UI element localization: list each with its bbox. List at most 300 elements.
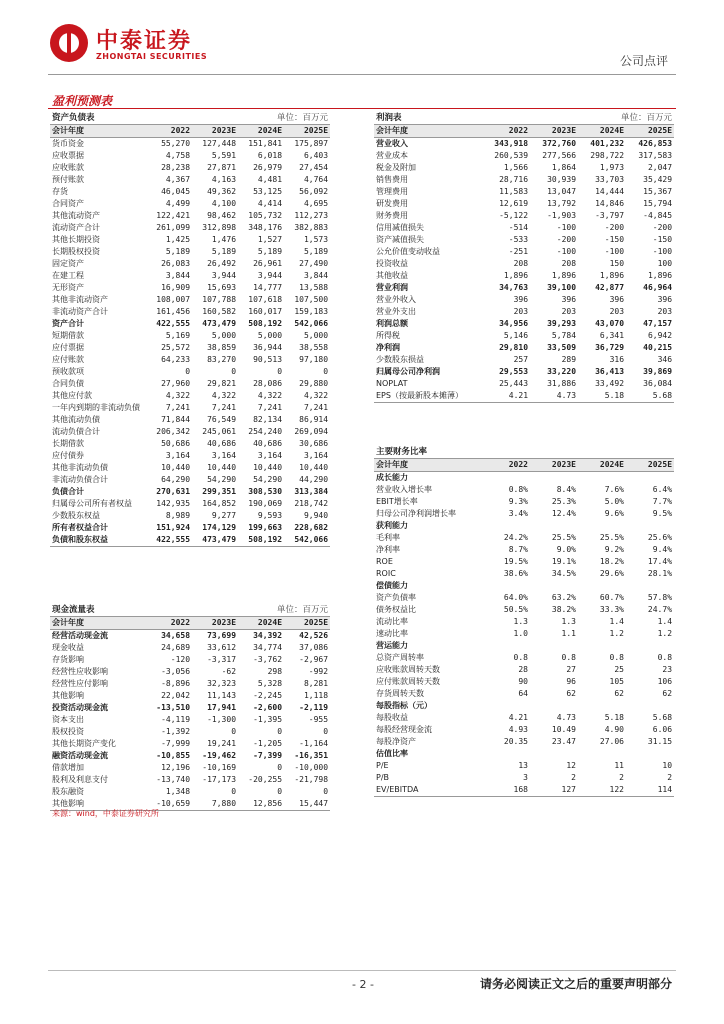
cell-value: 42,877 [595,283,625,292]
table-row [374,748,674,760]
cell-value: 8,281 [303,679,329,688]
cell-value: 2 [667,773,673,782]
row-label: ROE [376,557,393,566]
row-label: 股利及利息支付 [52,775,108,784]
cell-value: 261,099 [156,223,191,232]
row-label: 无形资产 [52,283,84,292]
cell-value: 29,821 [207,379,237,388]
table-row [50,786,330,798]
cell-value: 30,939 [547,175,577,184]
cell-value: 36,084 [643,379,673,388]
row-label: 经营活动现金流 [52,631,108,640]
table-row [50,378,330,390]
cell-value: -7,399 [253,751,283,760]
table-row [374,306,674,318]
document-type: 公司点评 [619,54,668,68]
cell-value: 53,125 [253,187,283,196]
table-row [50,534,330,547]
row-label: 成长能力 [376,473,408,482]
table-row [374,234,674,246]
cell-value: 174,129 [202,523,237,532]
cell-value: 50.5% [503,605,528,614]
table-title: 资产负债表 [50,112,192,125]
cell-value: -1,164 [299,739,329,748]
row-label: 所得税 [376,331,400,340]
cell-value: 4.21 [508,713,528,722]
cell-value: 1,973 [599,163,625,172]
cell-value: -514 [508,223,529,232]
row-label: 合同资产 [52,199,84,208]
row-label: 少数股东损益 [376,355,424,364]
cell-value: 5,328 [257,679,283,688]
cell-value: 9,593 [257,511,283,520]
cell-value: 64,233 [161,355,191,364]
cell-value: 3,944 [211,271,237,280]
cell-value: -3,056 [161,667,191,676]
cell-value: 27 [566,665,576,674]
cell-value: 4.73 [556,713,576,722]
row-label: 经营性应收影响 [52,667,108,676]
table-row [374,544,674,556]
company-name-en: ZHONGTAI SECURITIES [96,52,208,61]
cell-value: 10,440 [207,463,237,472]
cell-value: 1,896 [551,271,577,280]
row-label: 流动负债合计 [52,427,100,436]
table-row [374,366,674,378]
cell-value: 206,342 [156,427,191,436]
cell-value: 4,322 [257,391,283,400]
cell-value: 298 [267,667,283,676]
row-label: 销售费用 [376,175,408,184]
cell-value: 28,716 [499,175,529,184]
cell-value: 3.4% [508,509,528,518]
table-row [374,616,674,628]
column-header: 2025E [284,125,330,138]
table-row [50,726,330,738]
page-number: - 2 - [352,978,374,991]
table-row [50,294,330,306]
cell-value: 6,018 [257,151,283,160]
cell-value: 96 [566,677,576,686]
table-row [50,702,330,714]
cell-value: 190,069 [248,499,283,508]
row-label: 信用减值损失 [376,223,424,232]
cell-value: 7.6% [604,485,624,494]
cell-value: 28,238 [161,163,191,172]
cell-value: 12,619 [499,199,529,208]
row-label: 每股收益 [376,713,408,722]
cell-value: 25.3% [551,497,576,506]
cell-value: -10,659 [146,798,192,811]
cell-value: 37,086 [299,643,329,652]
cell-value: 4.93 [508,725,528,734]
cell-value: 90 [518,677,528,686]
cell-value: 208 [513,259,529,268]
table-row [50,426,330,438]
cell-value: 168 [482,784,530,797]
cell-value: 10,440 [253,463,283,472]
table-header-row [374,125,674,138]
row-label: 其他非流动负债 [52,463,108,472]
table-row [50,270,330,282]
cell-value: 317,583 [638,151,673,160]
table-row [374,282,674,294]
table-header-row [50,617,330,630]
cell-value: -8,896 [161,679,191,688]
row-label: 一年内到期的非流动负债 [52,403,140,412]
cell-value [626,520,674,532]
cell-value [482,520,530,532]
cell-value: 0.8 [561,653,576,662]
cell-value: 0 [323,367,329,376]
cell-value: 3,844 [165,271,191,280]
cell-value: 142,935 [156,499,191,508]
cell-value: 28.1% [647,569,673,578]
cell-value: 17,941 [207,703,237,712]
cell-value: -3,317 [207,655,237,664]
cell-value: 54,290 [253,475,283,484]
cell-value: 2 [619,773,624,782]
cell-value [530,580,578,592]
cell-value: 9.4% [652,545,673,554]
column-header: 2022 [146,125,192,138]
cell-value: 1.2 [657,629,673,638]
cell-value: 3,944 [257,271,283,280]
cell-value: 33,703 [595,175,625,184]
row-label: 所有者权益合计 [52,523,108,532]
table-row [374,138,674,151]
row-label: 合同负债 [52,379,84,388]
row-label: 负债合计 [52,487,84,496]
table-row [374,592,674,604]
cell-value: 0.8% [508,485,528,494]
cell-value: 175,897 [294,139,329,148]
cell-value: 289 [561,355,577,364]
cell-value: 3,844 [303,271,329,280]
row-label: 股权投资 [52,727,84,736]
row-label: ROIC [376,569,396,578]
table-row [374,712,674,724]
cell-value: 39,100 [547,283,577,292]
cell-value: 47,157 [643,319,673,328]
table-row [50,762,330,774]
cell-value: 5,189 [303,247,329,256]
column-header: 会计年度 [374,459,482,472]
cell-value: 5.18 [578,390,626,403]
column-header: 2024E [238,125,284,138]
cell-value: 35,429 [643,175,673,184]
cell-value: 64,290 [161,475,191,484]
cell-value: 9.5% [652,509,673,518]
cell-value: 36,944 [253,343,283,352]
cell-value: 1,348 [165,787,191,796]
cell-value: 29,810 [499,343,529,352]
cell-value: -150 [652,235,673,244]
row-label: 应付账款周转天数 [376,677,440,686]
cell-value: 542,066 [294,319,329,328]
cell-value: 9.2% [604,545,624,554]
cell-value: 8.7% [508,545,528,554]
row-label: 其他应付款 [52,391,92,400]
cell-value: 98,462 [207,211,237,220]
cell-value: 396 [609,295,625,304]
table-row [374,520,674,532]
cell-value [482,748,530,760]
cell-value: -200 [604,223,625,232]
table-row [374,736,674,748]
table-row [50,234,330,246]
cell-value: 25.5% [599,533,624,542]
cell-value [482,640,530,652]
cell-value: 20.35 [503,737,528,746]
cell-value [626,472,674,485]
cell-value: 62 [566,689,576,698]
cell-value: 203 [609,307,625,316]
cell-value: 33,492 [595,379,625,388]
cell-value: 372,760 [542,139,577,148]
cell-value: 18.2% [599,557,624,566]
cell-value: 1.2 [609,629,624,638]
cell-value: 5,146 [503,331,529,340]
table-row [50,198,330,210]
row-label: 研发费用 [376,199,408,208]
cell-value: 508,192 [238,534,284,547]
cell-value: 14,444 [595,187,625,196]
row-label: 预收款项 [52,367,84,376]
cell-value: 33.3% [599,605,624,614]
row-label: 利润总额 [376,319,408,328]
cell-value [530,640,578,652]
cell-value: 1,527 [257,235,283,244]
table-title: 现金流量表 [50,604,192,617]
cell-value [482,472,530,485]
cell-value: 396 [657,295,673,304]
cell-value: 1.0 [513,629,528,638]
row-label: 股东融资 [52,787,84,796]
table-row [50,642,330,654]
cell-value: 15,447 [284,798,330,811]
cell-value: 1,896 [599,271,625,280]
table-row [374,246,674,258]
cell-value: 39,293 [547,319,577,328]
cell-value: -16,351 [294,751,329,760]
cell-value: 28 [518,665,528,674]
cell-value: 11,583 [499,187,529,196]
row-label: 公允价值变动收益 [376,247,440,256]
row-label: 固定资产 [52,259,84,268]
column-header: 2024E [578,459,626,472]
table-header-row [50,125,330,138]
cell-value: 15,367 [643,187,673,196]
row-label: 应收票据 [52,151,84,160]
cell-value: 97,180 [299,355,329,364]
cell-value: -1,903 [547,211,577,220]
row-label: 营业利润 [376,283,408,292]
cell-value: 3,164 [303,451,329,460]
cell-value: -10,855 [156,751,191,760]
cell-value: 7,880 [192,798,238,811]
row-label: 税金及附加 [376,163,416,172]
cell-value: 343,918 [494,139,529,148]
row-label: 资产减值损失 [376,235,424,244]
cell-value: 7,241 [303,403,329,412]
cell-value: 1,476 [211,235,237,244]
cell-value: 313,384 [294,487,329,496]
cell-value: 1,573 [303,235,329,244]
financial-ratios-table [374,446,674,797]
table-row [374,556,674,568]
cell-value: 10,440 [161,463,191,472]
table-row [374,378,674,390]
cell-value: 7,241 [165,403,191,412]
table-row [50,522,330,534]
row-label: 应收账款 [52,163,84,172]
cell-value: 39,869 [643,367,673,376]
table-row [50,474,330,486]
cell-value: 25,572 [161,343,191,352]
table-row [374,210,674,222]
cell-value: 11,143 [207,691,237,700]
cell-value: 4,367 [165,175,191,184]
row-label: 其他长期投资 [52,235,100,244]
cell-value: 4.73 [530,390,578,403]
table-row [50,258,330,270]
cell-value: 422,555 [156,319,191,328]
cell-value: 1,864 [551,163,577,172]
table-title: 主要财务比率 [374,446,674,459]
cell-value: -19,462 [202,751,237,760]
table-row [50,414,330,426]
cell-value: 3,164 [211,451,237,460]
cell-value: 56,092 [299,187,329,196]
cell-value: 44,290 [299,475,329,484]
cell-value: -10,169 [202,763,237,772]
cell-value: 203 [657,307,673,316]
cell-value: 112,273 [294,211,329,220]
table-row [374,652,674,664]
cell-value: 29,553 [499,367,529,376]
cell-value: 15,794 [643,199,673,208]
cell-value: 4,322 [211,391,237,400]
row-label: 借款增加 [52,763,84,772]
cell-value: 1,118 [303,691,329,700]
cell-value: 71,844 [161,415,191,424]
table-row [50,486,330,498]
cell-value: 76,549 [207,415,237,424]
row-label: 应付票据 [52,343,84,352]
cell-value: 38.6% [503,569,528,578]
row-label: 债务权益比 [376,605,416,614]
row-label: 其他流动资产 [52,211,100,220]
cell-value: 34.5% [551,569,576,578]
cell-value: 5,189 [211,247,237,256]
row-label: 营业外支出 [376,307,416,316]
row-label: 现金收益 [52,643,84,652]
table-row [50,678,330,690]
cell-value: 1.4 [657,617,673,626]
source-note: 来源：wind，中泰证券研究所 [52,809,159,818]
cell-value: 106 [657,677,673,686]
cell-value: 73,699 [207,631,237,640]
row-label: 存货影响 [52,655,84,664]
row-label: 其他流动负债 [52,415,100,424]
cell-value: 27,871 [207,163,237,172]
footer-divider [48,970,676,971]
table-row [50,750,330,762]
cell-value: 26,492 [207,259,237,268]
cell-value: -62 [221,667,237,676]
cell-value: 1.3 [513,617,528,626]
cell-value: 422,555 [146,534,192,547]
cell-value: 22,042 [161,691,191,700]
cell-value: 29,880 [299,379,329,388]
table-row [50,138,330,151]
cell-value: 161,456 [156,307,191,316]
cell-value: 90,513 [253,355,283,364]
cell-value [578,700,626,712]
cell-value: 5.18 [604,713,624,722]
cell-value: 82,134 [253,415,283,424]
cell-value: 34,763 [499,283,529,292]
cell-value [578,472,626,485]
cell-value: 4,758 [165,151,191,160]
row-label: NOPLAT [376,379,408,388]
row-label: 财务费用 [376,211,408,220]
table-row [50,462,330,474]
table-unit: 单位：百万元 [192,604,330,617]
cell-value: 4,481 [257,175,283,184]
table-row [374,532,674,544]
cell-value: 4.90 [604,725,624,734]
cell-value: 150 [609,259,625,268]
table-row [374,772,674,784]
cell-value: -3,797 [595,211,625,220]
cell-value [578,580,626,592]
cell-value: -17,173 [202,775,237,784]
table-row [50,354,330,366]
table-row [50,630,330,643]
table-row [50,330,330,342]
cell-value: 40,686 [253,439,283,448]
row-label: 营业外收入 [376,295,416,304]
table-row [50,318,330,330]
row-label: EBIT增长率 [376,497,418,506]
cell-value: 5.0% [604,497,624,506]
cell-value: 2,047 [647,163,673,172]
cell-value: 64 [518,689,528,698]
cell-value: 1.4 [609,617,624,626]
row-label: 货币资金 [52,139,84,148]
cell-value: 29.6% [599,569,624,578]
cell-value: 0 [231,787,237,796]
cell-value: 13,792 [547,199,577,208]
cell-value: 27.06 [599,737,624,746]
row-label: 其他长期资产变化 [52,739,116,748]
cell-value [626,748,674,760]
cell-value [626,700,674,712]
cell-value: 6,403 [303,151,329,160]
cell-value: 0 [323,787,329,796]
table-row [50,222,330,234]
row-label: 资产合计 [52,319,84,328]
table-row [50,366,330,378]
company-name-cn: 中泰证券 [96,29,193,54]
table-row [374,162,674,174]
cell-value: 9,940 [303,511,329,520]
table-row [374,258,674,270]
cell-value: 277,566 [542,151,577,160]
cell-value: 1,896 [647,271,673,280]
